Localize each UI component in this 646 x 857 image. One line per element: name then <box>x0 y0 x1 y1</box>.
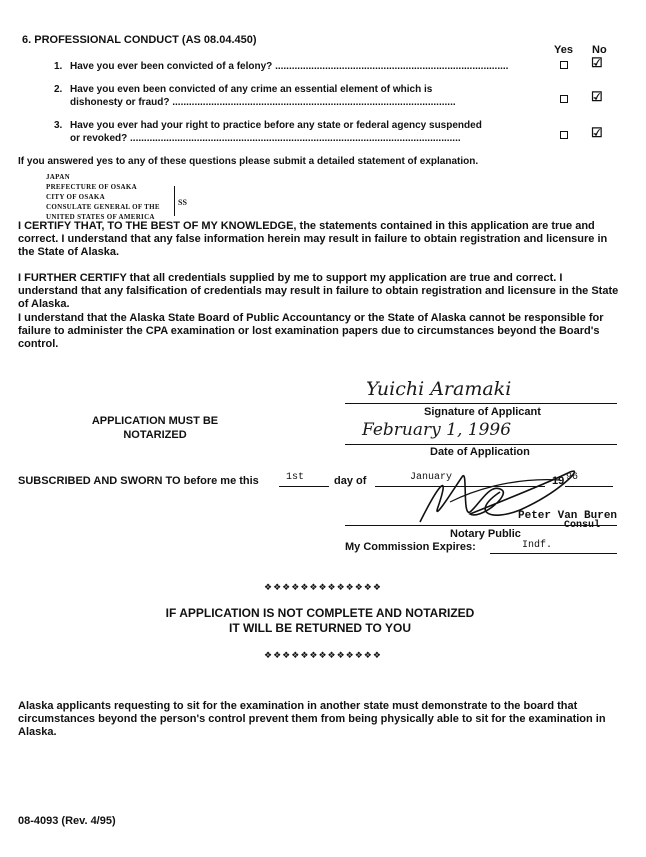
certify-paragraph-2: I FURTHER CERTIFY that all credentials supplied by me to support my application are true and correct. I understand that any falsification of credentials may result in failure to obtain registration and licensure in the State of Alaska. <box>18 272 619 310</box>
question-text-line2: dishonesty or fraud? ...................................................................................................... <box>70 97 456 108</box>
question-number: 2. <box>54 84 63 95</box>
question-text-line2: or revoked? ....................................................................................................................... <box>70 133 461 144</box>
day-line <box>279 486 329 487</box>
section-title: 6. PROFESSIONAL CONDUCT (AS 08.04.450) <box>22 34 257 46</box>
stamp-bracket <box>171 186 175 216</box>
signature-line <box>345 403 617 404</box>
diamond-divider-top: ❖❖❖❖❖❖❖❖❖❖❖❖❖ <box>264 582 382 592</box>
notarize-line-1: APPLICATION MUST BE <box>91 415 219 427</box>
stamp-line: CONSULATE GENERAL OF THE <box>46 203 160 211</box>
q2-yes-checkbox[interactable] <box>560 95 568 103</box>
signature-label: Signature of Applicant <box>424 406 541 418</box>
q1-no-checkbox-checked[interactable]: ☑ <box>591 55 603 70</box>
stamp-line: UNITED STATES OF AMERICA <box>46 213 155 221</box>
question-text-line1: Have you even been convicted of any crime an essential element of which is <box>70 84 433 95</box>
notary-name: Peter Van Buren <box>518 510 618 522</box>
sworn-prefix: SUBSCRIBED AND SWORN TO before me this <box>18 475 259 487</box>
stamp-ss: SS <box>178 198 187 207</box>
commission-label: My Commission Expires: <box>345 541 476 553</box>
date-line <box>345 444 617 445</box>
yes-column-label: Yes <box>554 44 573 56</box>
sworn-year-prefix: 19 <box>552 475 565 487</box>
alaska-note: Alaska applicants requesting to sit for the examination in another state must demonstrate to the board that circumstances beyond the person's control prevent them from being physically able to sit for the examination in Alaska. <box>18 700 606 738</box>
stamp-line: CITY OF OSAKA <box>46 193 105 201</box>
q1-yes-checkbox[interactable] <box>560 61 568 69</box>
question-number: 1. <box>54 61 63 72</box>
commission-value: Indf. <box>522 540 553 551</box>
notary-label: Notary Public <box>450 528 521 540</box>
notary-line <box>345 525 617 526</box>
question-text-line1: Have you ever had your right to practice before any state or federal agency suspended <box>70 120 482 131</box>
warning-line-1: IF APPLICATION IS NOT COMPLETE AND NOTARIZED <box>165 606 475 620</box>
q3-no-checkbox-checked[interactable]: ☑ <box>591 125 603 140</box>
question-1 <box>54 60 534 73</box>
date-label: Date of Application <box>430 446 530 458</box>
board-disclaimer: I understand that the Alaska State Board of Public Accountancy or the State of Alaska cannot be responsible for failure to administer the CPA examination or lost examination papers due to circumstances beyond the Board's control. <box>18 312 604 350</box>
commission-line <box>490 553 617 554</box>
sworn-month: January <box>410 472 453 483</box>
application-date-handwritten: February 1, 1996 <box>362 420 512 440</box>
notarize-notice <box>70 414 240 442</box>
question-3 <box>54 119 534 145</box>
diamond-divider-bottom: ❖❖❖❖❖❖❖❖❖❖❖❖❖ <box>264 650 382 660</box>
notary-stamp <box>46 172 160 222</box>
applicant-signature: Yuichi Aramaki <box>366 378 512 400</box>
sworn-year: 96 <box>566 472 579 483</box>
sworn-day-of: day of <box>334 475 367 487</box>
certify-paragraph-1: I CERTIFY THAT, TO THE BEST OF MY KNOWLEDGE, the statements contained in this application are true and correct. I understand that any false information herein may result in failure to obtain registration and licensure in the State of Alaska. <box>18 220 608 258</box>
question-text: Have you ever been convicted of a felony? .................................................................................... <box>70 61 509 72</box>
notary-title: Consul <box>564 520 601 531</box>
stamp-line: JAPAN <box>46 173 70 181</box>
sworn-day: 1st <box>286 472 305 483</box>
q2-no-checkbox-checked[interactable]: ☑ <box>591 89 603 104</box>
q3-yes-checkbox[interactable] <box>560 131 568 139</box>
stamp-line: PREFECTURE OF OSAKA <box>46 183 138 191</box>
return-warning <box>0 606 640 636</box>
no-column-label: No <box>592 44 607 56</box>
form-number: 08-4093 (Rev. 4/95) <box>18 815 116 827</box>
question-2 <box>54 83 534 109</box>
question-number: 3. <box>54 120 63 131</box>
notarize-line-2: NOTARIZED <box>123 429 187 441</box>
yes-instruction: If you answered yes to any of these questions please submit a detailed statement of explanation. <box>18 156 479 167</box>
warning-line-2: IT WILL BE RETURNED TO YOU <box>228 621 411 635</box>
